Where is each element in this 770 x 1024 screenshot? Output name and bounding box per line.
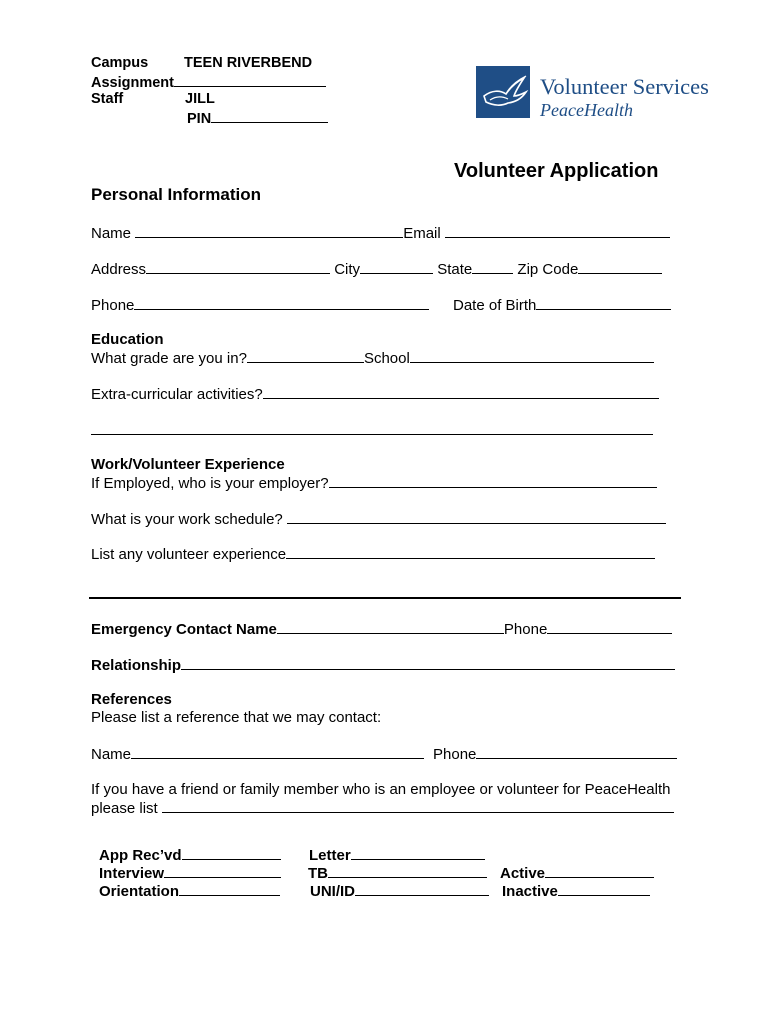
tb-field[interactable]: [328, 864, 487, 878]
volunteer-field[interactable]: [286, 545, 655, 559]
app-recvd-label: App Rec’vd: [99, 847, 182, 864]
employer-row: [91, 474, 657, 492]
orientation-row: [99, 882, 280, 900]
emergency-label: Emergency Contact Name: [91, 621, 277, 638]
letter-field[interactable]: [351, 846, 485, 860]
emergency-phone-field[interactable]: [547, 620, 672, 634]
tb-label: TB: [308, 865, 328, 882]
address-field[interactable]: [146, 260, 330, 274]
friend-label: please list: [91, 800, 158, 817]
uni-id-label: UNI/ID: [310, 883, 355, 900]
uni-id-row: [310, 882, 489, 900]
name-label: Name: [91, 225, 132, 242]
volunteer-row: [91, 545, 655, 563]
assignment-label: Assignment: [91, 75, 174, 91]
pin-field[interactable]: [211, 109, 328, 123]
extra-label: Extra-curricular activities?: [91, 386, 263, 403]
name-row: [91, 224, 670, 242]
active-label: Active: [500, 865, 546, 882]
dob-row: [453, 296, 671, 314]
interview-field[interactable]: [164, 864, 281, 878]
employer-label: If Employed, who is your employer?: [91, 475, 329, 492]
extra-field[interactable]: [263, 385, 659, 399]
page-title: Volunteer Application: [454, 160, 659, 182]
volunteer-label: List any volunteer experience: [91, 546, 287, 563]
staff-label: Staff: [91, 91, 124, 107]
relationship-label: Relationship: [91, 657, 182, 674]
phone-label: Phone: [91, 297, 135, 314]
zip-label: Zip Code: [517, 261, 579, 278]
employer-field[interactable]: [329, 474, 657, 488]
schedule-row: [91, 510, 666, 528]
school-label: School: [363, 350, 410, 367]
assignment-field[interactable]: [174, 73, 326, 87]
city-label: City: [334, 261, 361, 278]
pin-label: PIN: [187, 111, 212, 127]
inactive-row: [502, 882, 650, 900]
emergency-phone-label: Phone: [503, 621, 548, 638]
friend-field[interactable]: [162, 799, 674, 813]
city-field[interactable]: [360, 260, 433, 274]
dob-label: Date of Birth: [453, 297, 537, 314]
interview-row: [99, 864, 281, 882]
letter-row: [309, 846, 485, 864]
state-field[interactable]: [472, 260, 513, 274]
school-field[interactable]: [410, 349, 654, 363]
letter-label: Letter: [309, 847, 351, 864]
zip-field[interactable]: [578, 260, 662, 274]
grade-label: What grade are you in?: [91, 350, 247, 367]
reference-phone-label: Phone: [433, 746, 477, 763]
work-heading: Work/Volunteer Experience: [91, 456, 285, 473]
campus-value: TEEN RIVERBEND: [184, 55, 313, 71]
schedule-label: What is your work schedule?: [91, 511, 283, 528]
friend-line1: If you have a friend or family member who is an employee or volunteer for PeaceHealth: [91, 781, 671, 798]
tb-row: [308, 864, 487, 882]
orientation-field[interactable]: [179, 882, 280, 896]
name-field[interactable]: [135, 224, 403, 238]
extra-field-line2[interactable]: [91, 434, 653, 435]
interview-label: Interview: [99, 865, 165, 882]
relationship-row: [91, 656, 675, 674]
staff-value: JILL: [185, 91, 215, 107]
active-row: [500, 864, 654, 882]
address-label: Address: [91, 261, 147, 278]
email-field[interactable]: [445, 224, 670, 238]
personal-heading: Personal Information: [91, 185, 262, 204]
address-row: [91, 260, 662, 278]
relationship-field[interactable]: [181, 656, 675, 670]
brand-org: PeaceHealth: [540, 100, 633, 120]
emergency-field[interactable]: [277, 620, 504, 634]
assignment-row: [91, 73, 326, 91]
dob-field[interactable]: [536, 296, 671, 310]
phone-field[interactable]: [134, 296, 429, 310]
orientation-label: Orientation: [99, 883, 180, 900]
reference-name-field[interactable]: [131, 745, 424, 759]
reference-name-label: Name: [91, 746, 132, 763]
dove-icon: [476, 66, 530, 118]
extra-row: [91, 385, 659, 403]
reference-row: [91, 745, 424, 763]
references-heading: References: [91, 691, 172, 708]
app-recvd-field[interactable]: [182, 846, 281, 860]
section-divider: [89, 597, 681, 599]
friend-row: [91, 799, 674, 817]
app-recvd-row: [99, 846, 281, 864]
inactive-label: Inactive: [502, 883, 558, 900]
reference-phone-field[interactable]: [476, 745, 677, 759]
active-field[interactable]: [545, 864, 654, 878]
grade-row: [91, 349, 654, 367]
state-label: State: [437, 261, 473, 278]
phone-row: [91, 296, 429, 314]
emergency-row: [91, 620, 672, 638]
schedule-field[interactable]: [287, 510, 666, 524]
brand-name: Volunteer Services: [540, 74, 709, 99]
reference-phone-row: [433, 745, 677, 763]
grade-field[interactable]: [247, 349, 364, 363]
references-intro: Please list a reference that we may contact:: [91, 709, 382, 726]
inactive-field[interactable]: [558, 882, 650, 896]
email-label: Email: [403, 225, 441, 242]
pin-row: [187, 109, 328, 127]
education-heading: Education: [91, 331, 164, 348]
campus-label: Campus: [91, 55, 149, 71]
uni-id-field[interactable]: [355, 882, 489, 896]
